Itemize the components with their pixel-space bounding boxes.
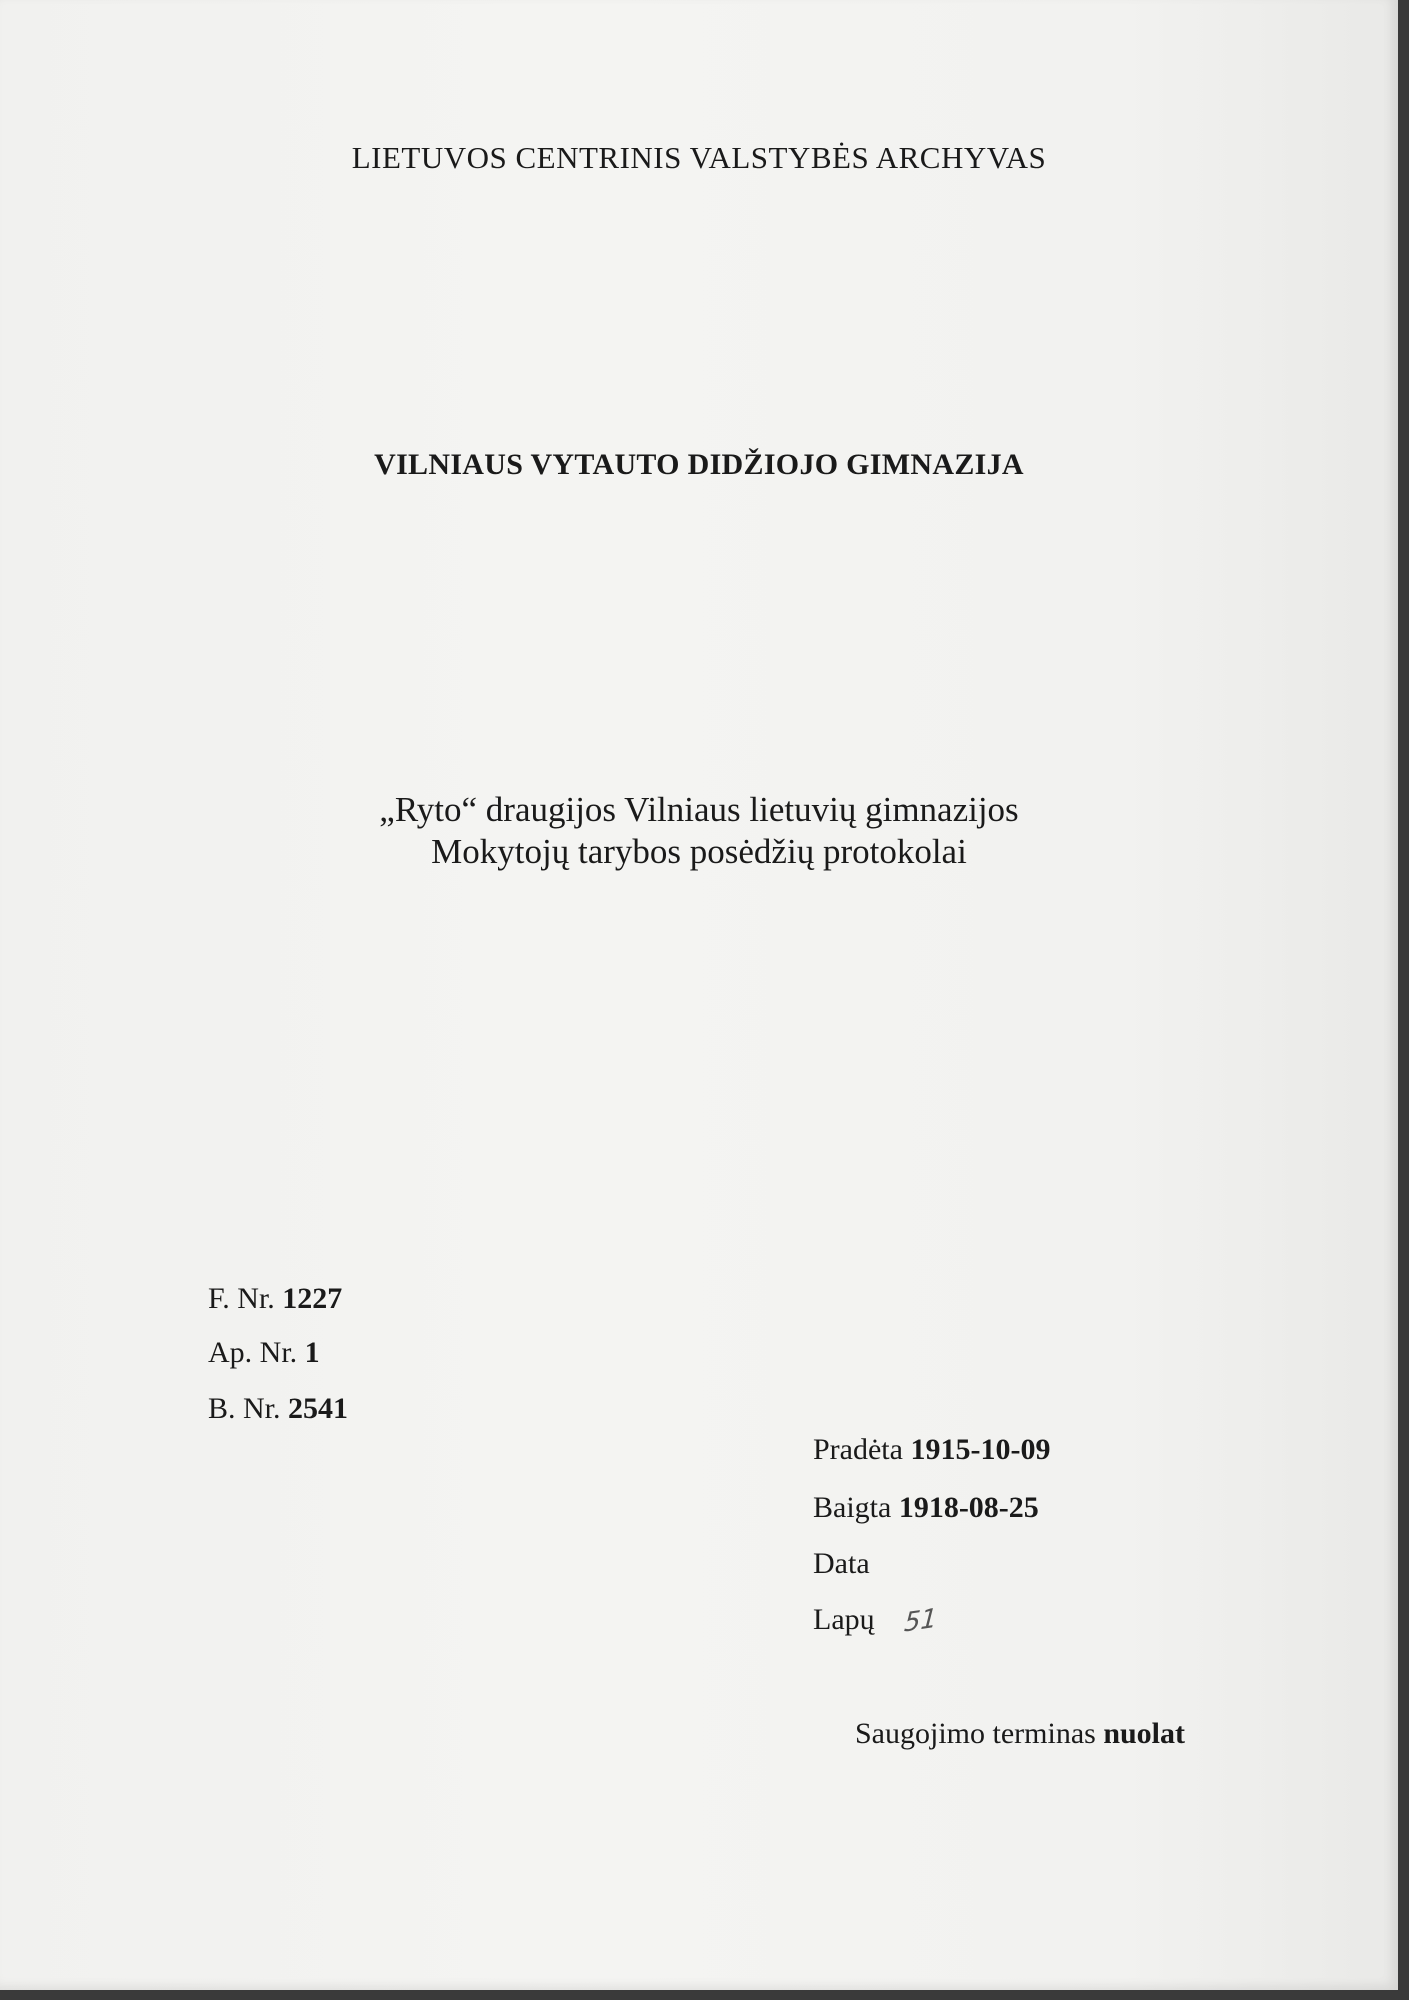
start-date bbox=[813, 1433, 1050, 1467]
page-count-label: Lapų bbox=[813, 1603, 875, 1636]
retention-label: Saugojimo terminas bbox=[855, 1717, 1096, 1750]
page-count bbox=[813, 1603, 937, 1637]
date-label: Data bbox=[813, 1547, 870, 1580]
file-value: 2541 bbox=[288, 1392, 349, 1425]
end-date-label: Baigta bbox=[813, 1491, 892, 1524]
fond-number bbox=[208, 1282, 342, 1316]
retention-value: nuolat bbox=[1103, 1717, 1186, 1750]
document-title-line-2: Mokytojų tarybos posėdžių protokolai bbox=[431, 832, 967, 871]
start-date-label: Pradėta bbox=[813, 1433, 903, 1466]
date-field bbox=[813, 1547, 870, 1581]
scan-edge-bottom bbox=[0, 1990, 1409, 2000]
end-date bbox=[813, 1491, 1039, 1525]
fond-value: 1227 bbox=[282, 1282, 343, 1315]
start-date-value: 1915-10-09 bbox=[910, 1433, 1051, 1466]
document-title-line-1: „Ryto“ draugijos Vilniaus lietuvių gimnazijos bbox=[379, 790, 1019, 829]
page-count-handwritten-value: 51 bbox=[903, 1603, 939, 1639]
file-label: B. Nr. bbox=[208, 1392, 281, 1425]
scan-edge-right bbox=[1398, 0, 1409, 2000]
institution-name: VILNIAUS VYTAUTO DIDŽIOJO GIMNAZIJA bbox=[374, 448, 1024, 481]
retention-term bbox=[855, 1717, 1185, 1751]
inventory-label: Ap. Nr. bbox=[208, 1336, 298, 1369]
end-date-value: 1918-08-25 bbox=[898, 1491, 1039, 1524]
inventory-value: 1 bbox=[304, 1336, 320, 1369]
fond-label: F. Nr. bbox=[208, 1282, 275, 1315]
inventory-number bbox=[208, 1336, 320, 1370]
archive-name: LIETUVOS CENTRINIS VALSTYBĖS ARCHYVAS bbox=[351, 140, 1047, 175]
file-number bbox=[208, 1392, 348, 1426]
